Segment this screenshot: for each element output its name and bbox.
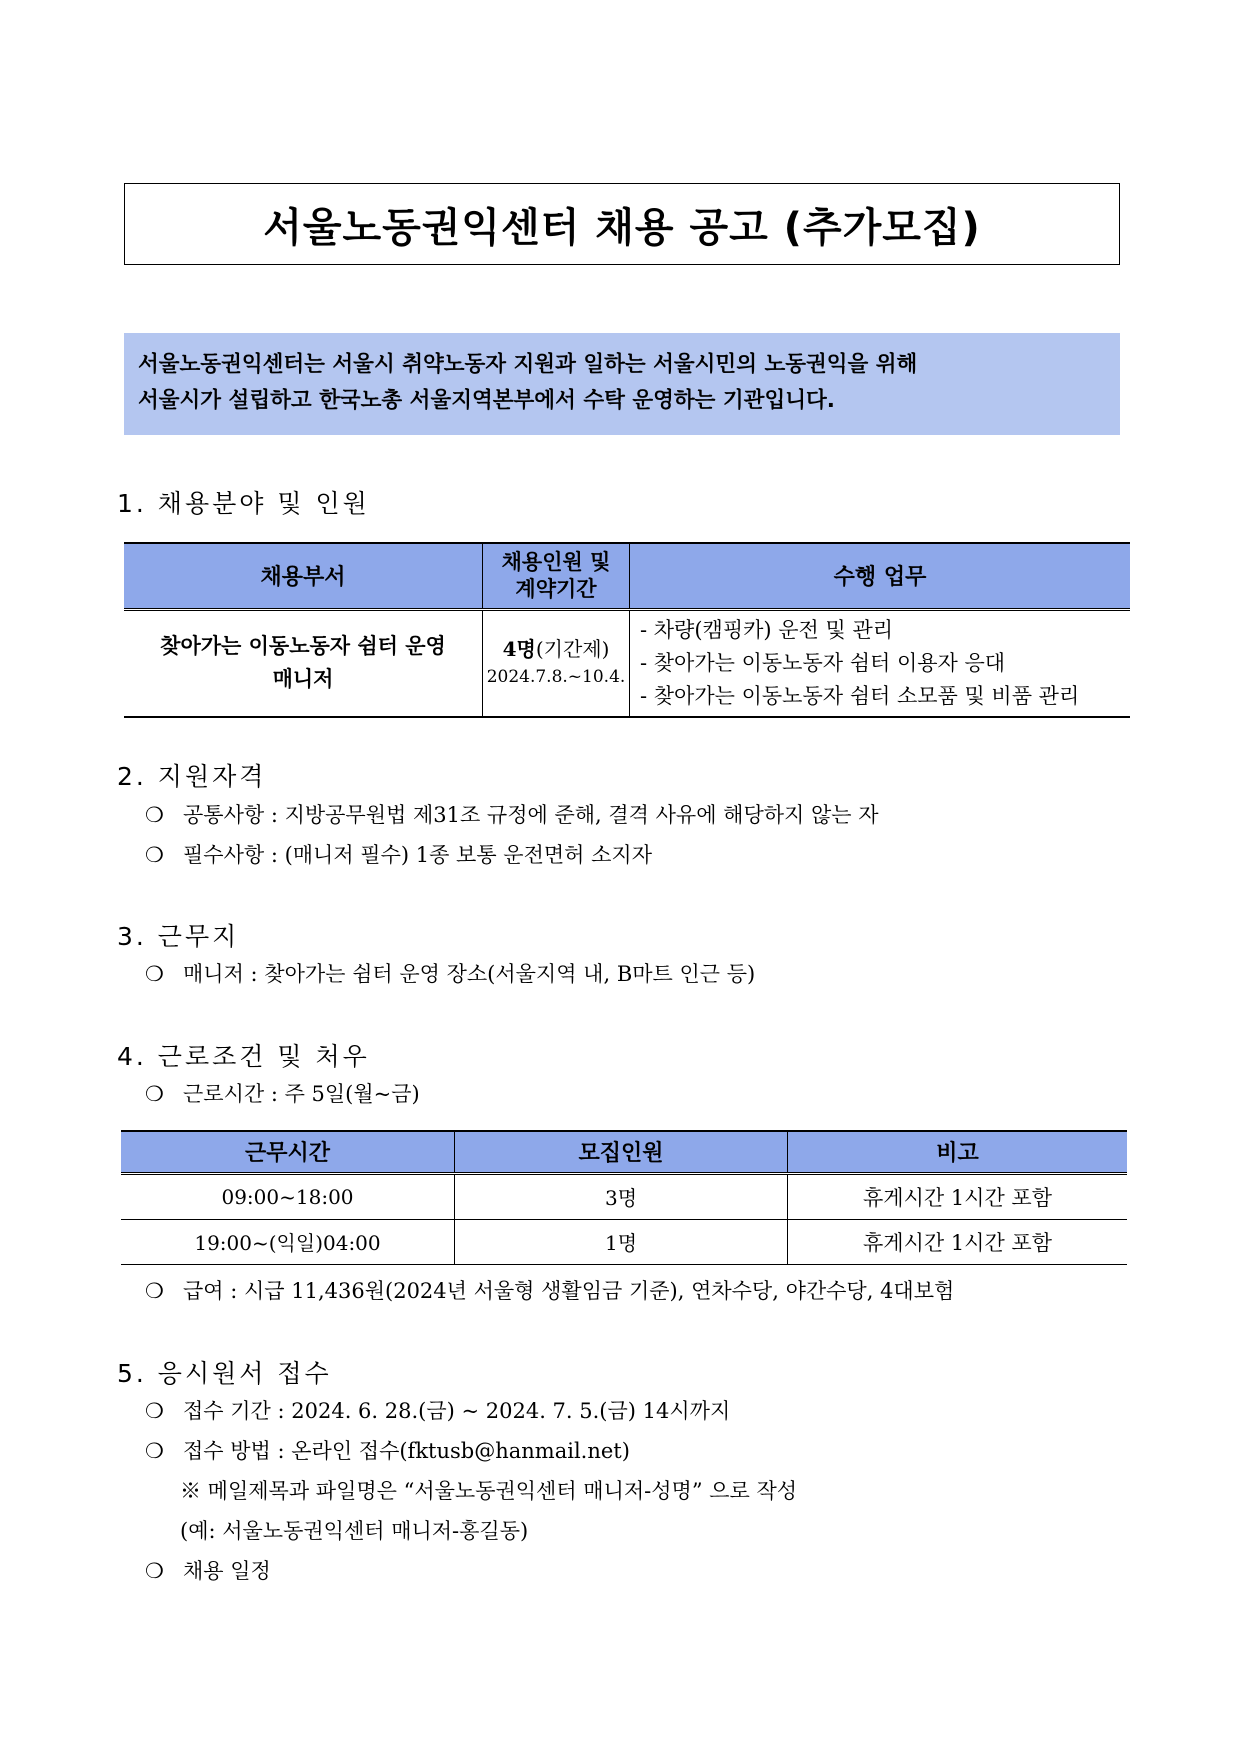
col-header-count — [483, 543, 630, 609]
headcount-cell: 3명 — [455, 1173, 788, 1219]
col-header-count-line1: 채용인원 및 — [501, 549, 611, 574]
bullet-icon: ❍ — [145, 1399, 164, 1423]
schedule-text: 채용 일정 — [183, 1559, 271, 1583]
qualification-item — [145, 839, 652, 869]
section-1-heading: 1. 채용분야 및 인원 — [117, 489, 370, 518]
dept-line-1: 찾아가는 이동노동자 쉼터 운영 — [160, 634, 446, 659]
mail-note-line-1: ※ 메일제목과 파일명은 “서울노동권익센터 매니저-성명” 으로 작성 — [180, 1479, 798, 1503]
count-value: 4명 — [502, 637, 536, 662]
title-box — [124, 183, 1120, 265]
task-item: - 찾아가는 이동노동자 쉼터 소모품 및 비품 관리 — [640, 683, 1080, 708]
qualification-text: 필수사항 : (매니저 필수) 1종 보통 운전면허 소지자 — [183, 843, 652, 867]
note-cell: 휴게시간 1시간 포함 — [788, 1173, 1128, 1219]
qualification-item — [145, 799, 879, 829]
workplace-item — [145, 958, 755, 988]
hours-cell: 19:00~(익일)04:00 — [121, 1219, 455, 1264]
bullet-icon: ❍ — [145, 843, 164, 867]
bullet-icon: ❍ — [145, 1439, 164, 1463]
bullet-icon: ❍ — [145, 803, 164, 827]
pay-item — [145, 1275, 954, 1305]
task-item: - 찾아가는 이동노동자 쉼터 이용자 응대 — [640, 650, 1006, 675]
qualification-text: 공통사항 : 지방공무원법 제31조 규정에 준해, 결격 사유에 해당하지 않는 자 — [183, 803, 879, 827]
section-2-heading: 2. 지원자격 — [117, 762, 267, 791]
section-3-heading: 3. 근무지 — [117, 922, 240, 951]
work-hours-table — [121, 1130, 1127, 1265]
bullet-icon: ❍ — [145, 1559, 164, 1583]
col-header-dept: 채용부서 — [124, 543, 483, 609]
pay-text: 급여 : 시급 11,436원(2024년 서울형 생활임금 기준), 연차수당, 야간수당, 4대보험 — [183, 1279, 955, 1303]
count-type: (기간제) — [535, 637, 610, 662]
note-cell: 휴게시간 1시간 포함 — [788, 1219, 1128, 1264]
application-method-text: 접수 방법 : 온라인 접수(fktusb@hanmail.net) — [183, 1439, 630, 1463]
count-cell — [483, 609, 630, 717]
hours-cell: 09:00~18:00 — [121, 1173, 455, 1219]
dept-line-2: 매니저 — [272, 667, 334, 692]
page-title: 서울노동권익센터 채용 공고 (추가모집) — [263, 204, 981, 251]
tasks-cell — [630, 609, 1131, 717]
application-period-text: 접수 기간 : 2024. 6. 28.(금) ~ 2024. 7. 5.(금) 14시까지 — [183, 1399, 731, 1423]
mail-note-line-2: (예: 서울노동권익센터 매니저-홍길동) — [180, 1519, 529, 1543]
col-header-hours: 근무시간 — [121, 1131, 455, 1173]
headcount-cell: 1명 — [455, 1219, 788, 1264]
section-5-heading: 5. 응시원서 접수 — [117, 1359, 332, 1388]
intro-line-1: 서울노동권익센터는 서울시 취약노동자 지원과 일하는 서울시민의 노동권익을 위해 — [138, 352, 918, 377]
contract-period: 2024.7.8.~10.4. — [486, 667, 626, 688]
task-item: - 차량(캠핑카) 운전 및 관리 — [640, 617, 894, 642]
col-header-note: 비고 — [788, 1131, 1128, 1173]
bullet-icon: ❍ — [145, 1082, 164, 1106]
schedule-item — [145, 1555, 271, 1585]
application-period-item — [145, 1395, 730, 1425]
bullet-icon: ❍ — [145, 1279, 164, 1303]
col-header-headcount: 모집인원 — [455, 1131, 788, 1173]
intro-box — [124, 333, 1120, 435]
bullet-icon: ❍ — [145, 962, 164, 986]
col-header-count-line2: 계약기간 — [515, 576, 597, 601]
intro-line-2: 서울시가 설립하고 한국노총 서울지역본부에서 수탁 운영하는 기관입니다. — [138, 388, 835, 413]
section-4-heading: 4. 근로조건 및 처우 — [117, 1042, 370, 1071]
workplace-text: 매니저 : 찾아가는 쉼터 운영 장소(서울지역 내, B마트 인근 등) — [183, 962, 756, 986]
recruitment-table — [124, 542, 1130, 718]
hours-item — [145, 1078, 420, 1108]
col-header-tasks: 수행 업무 — [630, 543, 1131, 609]
dept-cell — [124, 609, 483, 717]
table-row — [121, 1219, 1127, 1264]
hours-text: 근로시간 : 주 5일(월~금) — [183, 1082, 420, 1106]
application-method-item — [145, 1435, 630, 1465]
table-row — [121, 1173, 1127, 1219]
